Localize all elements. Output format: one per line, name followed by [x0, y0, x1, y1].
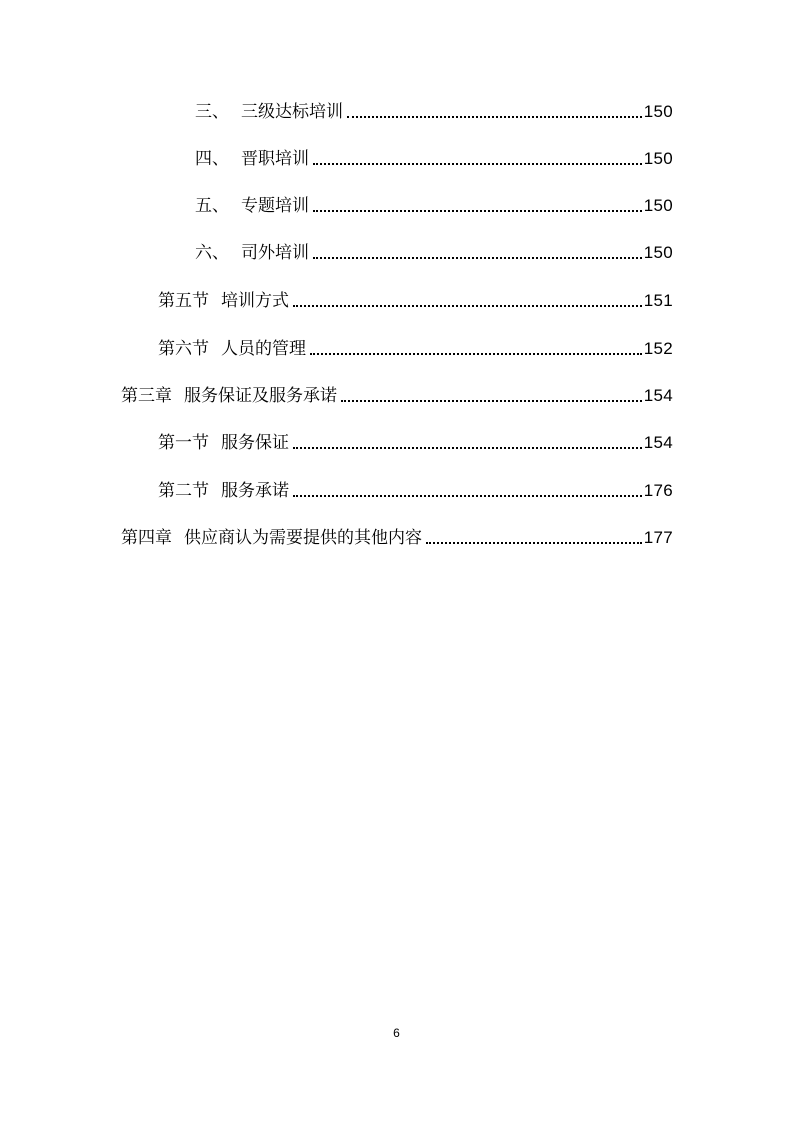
toc-entry-title: 人员的管理	[221, 339, 306, 359]
toc-entry-page: 150	[643, 196, 673, 215]
toc-entry-page: 150	[643, 243, 673, 262]
toc-entry-number: 六、	[195, 243, 229, 263]
page-number: 6	[393, 1026, 400, 1040]
toc-entry-page: 154	[643, 386, 673, 405]
toc-entry[interactable]	[121, 523, 673, 549]
dot-leader	[293, 305, 642, 307]
toc-entry-page: 150	[643, 149, 673, 168]
toc-entry-title: 服务承诺	[221, 481, 289, 501]
toc-entry-page: 176	[643, 481, 673, 500]
toc-entry[interactable]	[158, 334, 673, 360]
toc-entry-title: 司外培训	[241, 243, 309, 263]
dot-leader	[426, 542, 642, 544]
toc-entry[interactable]	[195, 191, 673, 217]
toc-entry-title: 三级达标培训	[241, 102, 343, 122]
toc-entry-title: 服务保证及服务承诺	[184, 386, 337, 406]
toc-entry-number: 五、	[195, 196, 229, 216]
dot-leader	[313, 210, 642, 212]
toc-entry[interactable]	[158, 476, 673, 502]
toc-entry-title: 培训方式	[221, 291, 289, 311]
dot-leader	[310, 353, 642, 355]
toc-entry[interactable]	[158, 286, 673, 312]
toc-entry-number: 第二节	[158, 481, 209, 501]
toc-entry[interactable]	[195, 238, 673, 264]
toc-entry-title: 专题培训	[241, 196, 309, 216]
dot-leader	[293, 447, 642, 449]
toc-entry-page: 151	[643, 291, 673, 310]
toc-entry-number: 三、	[195, 102, 229, 122]
toc-entry-title: 晋职培训	[241, 149, 309, 169]
toc-entry[interactable]	[195, 97, 673, 123]
toc-entry-number: 第五节	[158, 291, 209, 311]
dot-leader	[313, 257, 642, 259]
toc-entry-number: 四、	[195, 149, 229, 169]
toc-entry-page: 154	[643, 433, 673, 452]
toc-entry-page: 152	[643, 339, 673, 358]
toc-entry-title: 供应商认为需要提供的其他内容	[184, 528, 422, 548]
toc-entry-number: 第四章	[121, 528, 172, 548]
toc-entry[interactable]	[158, 428, 673, 454]
dot-leader	[293, 495, 642, 497]
toc-entry-number: 第三章	[121, 386, 172, 406]
toc-entry-page: 177	[643, 528, 673, 547]
toc-entry-number: 第一节	[158, 433, 209, 453]
toc-entry-page: 150	[643, 102, 673, 121]
toc-entry-number: 第六节	[158, 339, 209, 359]
dot-leader	[313, 163, 642, 165]
toc-entry[interactable]	[121, 381, 673, 407]
dot-leader	[341, 400, 642, 402]
toc-entry[interactable]	[195, 144, 673, 170]
toc-entry-title: 服务保证	[221, 433, 289, 453]
dot-leader	[347, 116, 642, 118]
